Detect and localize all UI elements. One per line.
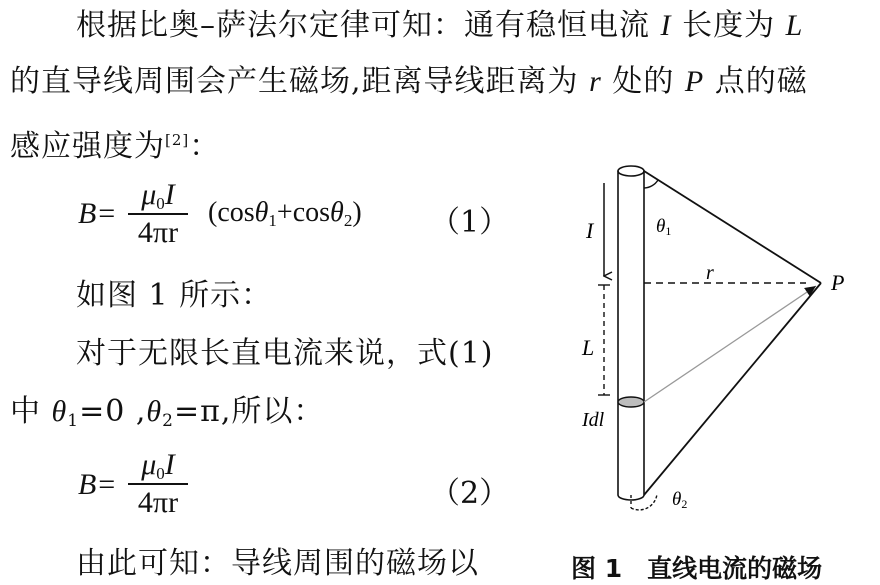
text-segment: 根据比奥–萨法尔定律可知：通有稳恒电流	[76, 8, 650, 43]
label-I: I	[586, 218, 594, 243]
text-segment: 对于无限长直电流来说，式(1)	[76, 336, 494, 371]
theta2: θ	[146, 395, 163, 428]
theta1-sub: 1	[67, 411, 80, 431]
text-segment: 如图 1 所示：	[76, 278, 273, 313]
mu-symbol: μ	[141, 178, 157, 211]
wire-cylinder	[618, 166, 644, 508]
theta2-sub: 2	[343, 211, 353, 230]
current-symbol: I	[164, 448, 175, 481]
lower-line-to-P	[644, 283, 821, 495]
var-P: P	[684, 65, 705, 98]
label-L: L	[582, 335, 595, 360]
text-segment: 中	[10, 394, 41, 429]
mu-subscript: 0	[156, 194, 165, 213]
cos-open: (cos	[208, 197, 255, 228]
mu-symbol: μ	[141, 448, 157, 481]
current-symbol: I	[164, 178, 175, 211]
theta2: θ	[330, 197, 344, 228]
figure-caption	[571, 549, 822, 585]
var-I: I	[660, 9, 672, 42]
denominator-text: 4πr	[137, 216, 179, 249]
current-element-disc	[618, 397, 644, 407]
caption-text: 图 1 直线电流的磁场	[571, 554, 823, 583]
text-segment: ：	[189, 129, 221, 164]
text-segment: 的直导线周围会产生磁场,距离导线距离为	[10, 64, 579, 99]
denominator-text: 4πr	[137, 486, 179, 519]
label-P: P	[831, 270, 845, 295]
text-segment: 长度为	[682, 8, 776, 43]
cos-close: )	[352, 197, 362, 228]
eq2-number: （2）	[430, 476, 510, 511]
text-segment: 处的	[612, 64, 675, 99]
var-L: L	[785, 9, 804, 42]
theta2-subscript: 2	[681, 497, 688, 511]
label-theta1	[656, 216, 671, 238]
element-to-P-line	[644, 286, 816, 402]
text-segment: 由此可知：导线周围的磁场以	[76, 546, 479, 581]
label-Idl: Idl	[582, 409, 605, 431]
text-segment: 感应强度为	[10, 129, 165, 164]
cos-plus: +cos	[276, 197, 331, 228]
theta1-sub: 1	[268, 211, 277, 230]
text-segment: =0 ,	[79, 394, 147, 429]
theta2-sub: 2	[162, 411, 174, 431]
theta1: θ	[51, 395, 68, 428]
citation-ref: [2]	[165, 131, 190, 149]
length-dimension	[598, 285, 610, 395]
eq2-lhs: B=	[78, 468, 117, 501]
eq1-lhs: B=	[78, 197, 117, 230]
label-theta2	[672, 489, 687, 511]
theta1-subscript: 1	[665, 224, 672, 238]
theta1-arc	[644, 180, 658, 188]
theta2-symbol: θ	[672, 489, 682, 510]
theta1-symbol: θ	[656, 216, 666, 237]
theta1: θ	[254, 197, 269, 228]
var-r: r	[589, 65, 602, 98]
eq1-number: （1）	[430, 205, 510, 240]
mu-subscript: 0	[156, 464, 165, 483]
text-segment: 点的磁	[714, 64, 808, 99]
text-segment: =π,所以：	[174, 394, 325, 429]
label-r: r	[706, 262, 714, 284]
